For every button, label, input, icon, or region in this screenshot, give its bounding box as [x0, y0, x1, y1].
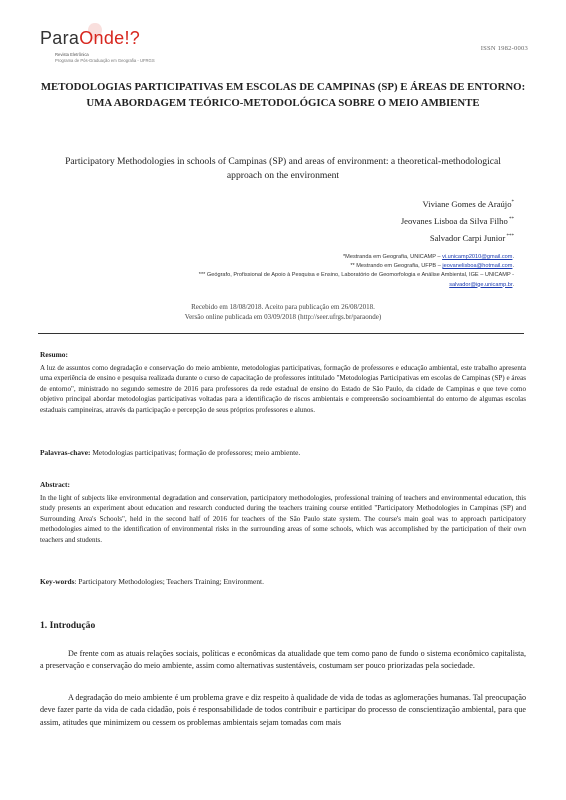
affiliation-3-email — [199, 281, 514, 290]
article-title: METODOLOGIAS PARTICIPATIVAS EM ESCOLAS DE CAMPINAS (SP) E ÁREAS DE ENTORNO: UMA ABORDAGEM TEÓRICO-METODOLÓGICA SOBRE O MEIO AMBIENTE — [40, 81, 526, 109]
author-mark: *** — [505, 233, 514, 239]
affiliation-1 — [199, 253, 514, 262]
issn-label: ISSN 1982-0003 — [480, 45, 528, 52]
resumo-text: A luz de assuntos como degradação e conservação do meio ambiente, metodologias participativas, formação de professores e educação ambiental, este trabalho apresenta uma experiência de ensino e pesquisa realizada durante o curso de capacitação de professores intitulado "Metodologias Participativas em escolas de Campinas (SP) e áreas de entorno", ministrado no segundo semestre de 2016 para professores da rede estadual de ensino do Estado de São Paulo, da cidade de Campinas e que teve como objetivo principal abordar metodologias participativas voltadas para a identificação de riscos ambientais e compreensão socioambiental do entorno de algumas escolas estaduais campineiras, através da participação e percepção de seus próprios professores e alunos. — [40, 364, 526, 414]
author-list — [401, 195, 514, 246]
author-name: Viviane Gomes de Araújo — [422, 198, 512, 209]
palavras-chave — [40, 448, 526, 457]
logo-map-pin-icon — [87, 22, 103, 50]
author-mark: ** — [507, 216, 514, 222]
affiliation-text: *Mestranda em Geografia, UNICAMP – — [343, 254, 443, 260]
affiliation-3 — [199, 271, 514, 280]
abstract-text: In the light of subjects like environmental degradation and conservation, participatory methodologies, professional training of teachers and environmental education, this study presents an experiment about education and research conducted during the teachers training course entitled "Participatory Methodologies in Campinas (SP) and Surrounding Area's Schools", held in the second half of 2016 for teachers of the São Paulo state system. The course's main goal was to approach participatory methodologies aimed to the identification of environmental risks in the surrounding areas of some schools, which was accomplished by the participation of their own teachers and students. — [40, 494, 526, 544]
affiliation-tail: . — [512, 254, 514, 260]
email-link[interactable]: vi.unicamp2010@gmail.com — [442, 254, 513, 260]
affiliation-2 — [199, 262, 514, 271]
affiliation-tail: . — [512, 263, 514, 270]
logo-program: Programa de Pós-Graduação em Geografia - UFRGS — [55, 58, 155, 63]
section-heading-introducao: 1. Introdução — [40, 620, 96, 631]
online-line: Versão online publicada em 03/09/2018 (http://seer.ufrgs.br/paraonde) — [184, 313, 382, 321]
affiliations — [199, 253, 514, 290]
logo-highlight: Onde!? — [79, 28, 141, 48]
article-subtitle: Participatory Methodologies in schools of Campinas (SP) and areas of environment: a theoretical-methodological approach on the environment — [65, 156, 501, 181]
key-words — [40, 577, 526, 586]
abstract-heading: Abstract: — [40, 480, 70, 489]
email-link[interactable]: jeovanelisboa@hotmail.com — [442, 263, 513, 270]
intro-paragraph-1: De frente com as atuais relações sociais, políticas e econômicas da atualidade que tem como pano de fundo o sistema econômico capitalista, a preservação e conservação do meio ambiente, assim como alternativas sustentáveis, costumam ser pouco priorizadas pela sociedade. — [40, 649, 526, 671]
keywords-text: Metodologias participativas; formação de professores; meio ambiente. — [90, 448, 301, 457]
keywords-label: Palavras-chave: — [40, 448, 91, 457]
journal-logo — [40, 20, 170, 78]
resumo-heading: Resumo: — [40, 350, 68, 359]
affiliation-text: *** Geógrafo, Profissional de Apoio à Pesquisa e Ensino, Laboratório de Geomorfologia e Análise Ambiental, IGE – UNICAMP - — [198, 272, 514, 279]
author-1 — [401, 195, 514, 212]
publication-dates — [40, 302, 526, 322]
email-link[interactable]: salvador@ige.unicamp.br — [449, 281, 513, 288]
received-line: Recebido em 18/08/2018. Aceito para publicação em 26/08/2018. — [191, 303, 375, 311]
affiliation-text: ** Mestrando em Geografia, UFPB – — [350, 263, 443, 270]
keywords-label: Key-words — [40, 577, 75, 586]
affiliation-tail: . — [512, 281, 514, 288]
author-mark: * — [511, 200, 514, 205]
author-3 — [401, 229, 514, 246]
author-name: Jeovanes Lisboa da Silva Filho — [400, 215, 508, 226]
logo-subtitle: Revista Eletrônica — [55, 52, 89, 57]
logo-prefix: Para — [40, 28, 80, 48]
keywords-text: : Participatory Methodologies; Teachers Training; Environment. — [74, 577, 264, 586]
author-name: Salvador Carpi Junior — [429, 232, 506, 243]
author-2 — [401, 212, 514, 229]
intro-paragraph-2: A degradação do meio ambiente é um problema grave e diz respeito à qualidade de vida de todas as aglomerações humanas. Tal preocupação deve fazer parte da vida de cada cidadão, pois é responsabilidade de todos contribuir e participar do processo de conscientização ambiental, para que assim, atitudes que minimizem ou cessem os problemas ambientais sejam tomadas com mais — [40, 693, 526, 727]
header-divider — [38, 333, 524, 334]
